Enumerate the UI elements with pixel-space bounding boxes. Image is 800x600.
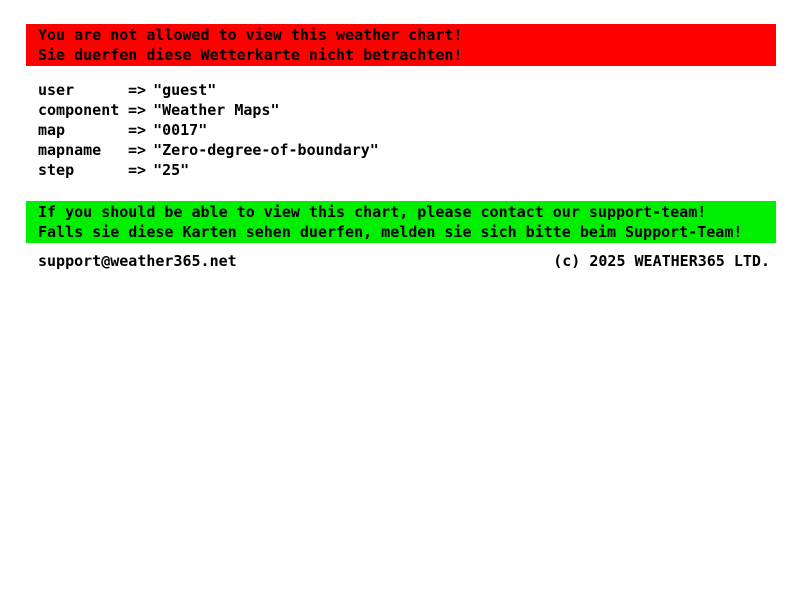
detail-key: user (38, 81, 75, 99)
detail-key: component (38, 101, 120, 119)
support-line-english: If you should be able to view this chart, please contact our support-team! (38, 203, 707, 221)
support-contact-banner (26, 201, 776, 243)
detail-row-component (38, 100, 800, 120)
detail-row-user (38, 80, 800, 100)
support-email: support@weather365.net (38, 252, 237, 270)
detail-key: step (38, 161, 75, 179)
detail-key: map (38, 121, 66, 139)
detail-row-step (38, 160, 800, 180)
access-denied-banner (26, 24, 776, 66)
arrow-glyph: => (128, 161, 147, 179)
access-denied-line-english: You are not allowed to view this weather chart! (38, 26, 463, 44)
arrow-glyph: => (128, 101, 147, 119)
detail-value: "Weather Maps" (153, 101, 280, 119)
arrow-glyph: => (128, 141, 147, 159)
detail-value: "0017" (153, 121, 208, 139)
arrow-glyph: => (128, 121, 147, 139)
detail-value: "Zero-degree-of-boundary" (153, 141, 379, 159)
detail-value: "guest" (153, 81, 217, 99)
detail-row-mapname (38, 140, 800, 160)
access-denied-line-german: Sie duerfen diese Wetterkarte nicht betrachten! (38, 46, 463, 64)
detail-row-map (38, 120, 800, 140)
support-line-german: Falls sie diese Karten sehen duerfen, melden sie sich bitte beim Support-Team! (38, 223, 743, 241)
copyright-notice: (c) 2025 WEATHER365 LTD. (553, 252, 770, 270)
request-details (38, 80, 800, 180)
detail-value: "25" (153, 161, 190, 179)
detail-key: mapname (38, 141, 102, 159)
footer (38, 251, 770, 271)
arrow-glyph: => (128, 81, 147, 99)
